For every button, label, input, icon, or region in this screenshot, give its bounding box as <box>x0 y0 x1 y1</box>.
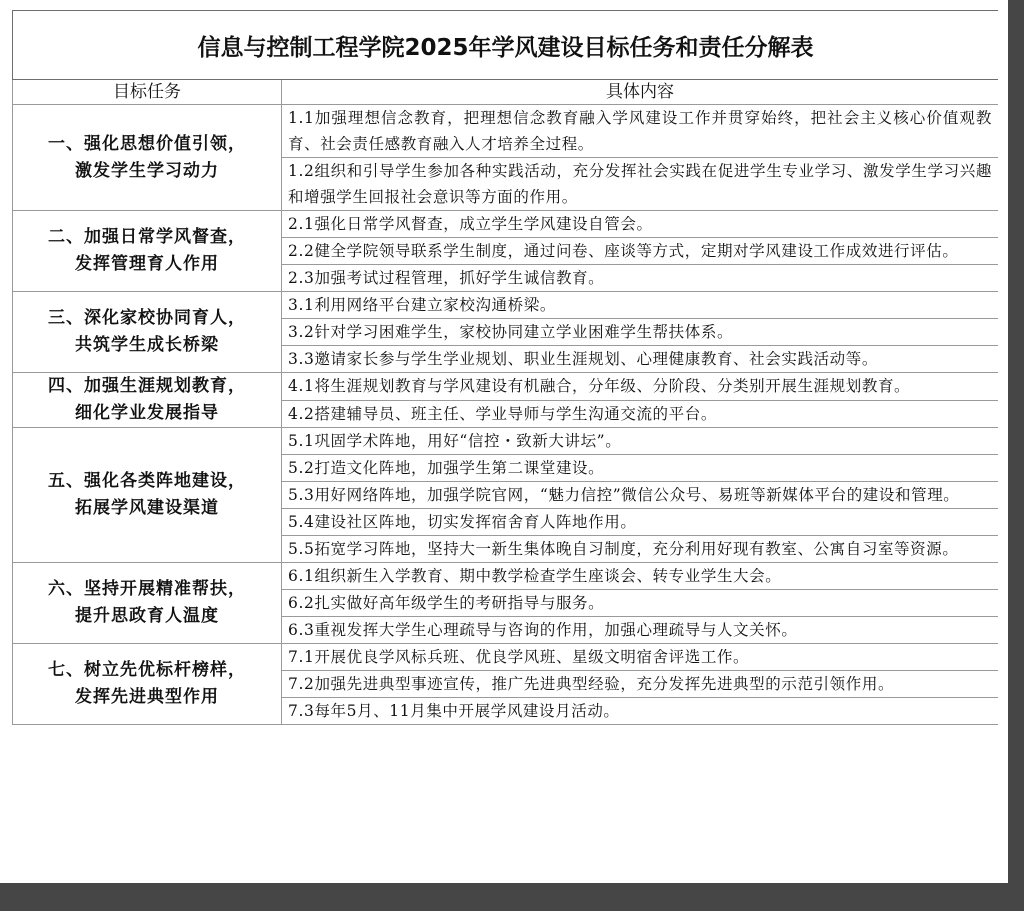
goal-cell <box>13 428 282 563</box>
content-item: 6.1组织新生入学教育、期中教学检查学生座谈会、转专业学生大会。 <box>282 563 999 590</box>
content-item: 1.2组织和引导学生参加各种实践活动，充分发挥社会实践在促进学生专业学习、激发学生学习兴趣和增强学生回报社会意识等方面的作用。 <box>282 158 999 211</box>
content-item: 7.2加强先进典型事迹宣传，推广先进典型经验，充分发挥先进典型的示范引领作用。 <box>282 671 999 698</box>
content-item: 7.1开展优良学风标兵班、优良学风班、星级文明宿舍评选工作。 <box>282 644 999 671</box>
content-item: 5.4建设社区阵地，切实发挥宿舍育人阵地作用。 <box>282 509 999 536</box>
content-item: 4.1将生涯规划教育与学风建设有机融合，分年级、分阶段、分类别开展生涯规划教育。 <box>282 373 999 401</box>
content-item: 5.2打造文化阵地，加强学生第二课堂建设。 <box>282 455 999 482</box>
content-item: 3.1利用网络平台建立家校沟通桥梁。 <box>282 292 999 319</box>
table-row <box>13 211 999 238</box>
goal-cell <box>13 292 282 373</box>
goal-line-1: 四、加强生涯规划教育， <box>48 376 246 396</box>
content-item: 3.3邀请家长参与学生学业规划、职业生涯规划、心理健康教育、社会实践活动等。 <box>282 346 999 373</box>
viewer-right-edge <box>1008 0 1024 911</box>
table-row <box>13 563 999 590</box>
title-row <box>13 11 999 80</box>
goal-line-1: 一、强化思想价值引领， <box>48 133 246 154</box>
content-item: 5.5拓宽学习阵地，坚持大一新生集体晚自习制度，充分利用好现有教室、公寓自习室等资源。 <box>282 536 999 563</box>
table-row <box>13 105 999 158</box>
header-goal: 目标任务 <box>13 80 282 105</box>
goal-line-1: 六、坚持开展精准帮扶， <box>48 579 246 599</box>
document-title: 信息与控制工程学院2025年学风建设目标任务和责任分解表 <box>13 11 999 80</box>
header-row <box>13 80 999 105</box>
content-item: 1.1加强理想信念教育，把理想信念教育融入学风建设工作并贯穿始终，把社会主义核心价值观教育、社会责任感教育融入人才培养全过程。 <box>282 105 999 158</box>
viewer-bottom-edge <box>0 883 1024 911</box>
content-item: 5.3用好网络阵地，加强学院官网，“魅力信控”微信公众号、易班等新媒体平台的建设和管理。 <box>282 482 999 509</box>
content-item: 3.2针对学习困难学生，家校协同建立学业困难学生帮扶体系。 <box>282 319 999 346</box>
content-item: 2.3加强考试过程管理，抓好学生诚信教育。 <box>282 265 999 292</box>
table-row <box>13 292 999 319</box>
table-row <box>13 644 999 671</box>
table-row <box>13 428 999 455</box>
content-item: 2.1强化日常学风督查，成立学生学风建设自管会。 <box>282 211 999 238</box>
goal-line-2: 发挥管理育人作用 <box>75 254 219 274</box>
goal-line-1: 三、深化家校协同育人， <box>48 308 246 328</box>
goal-line-1: 五、强化各类阵地建设， <box>48 471 246 491</box>
goal-line-1: 二、加强日常学风督查， <box>48 227 246 247</box>
content-item: 6.2扎实做好高年级学生的考研指导与服务。 <box>282 590 999 617</box>
content-item: 7.3每年5月、11月集中开展学风建设月活动。 <box>282 698 999 725</box>
content-item: 6.3重视发挥大学生心理疏导与咨询的作用，加强心理疏导与人文关怀。 <box>282 617 999 644</box>
goal-cell <box>13 373 282 428</box>
goal-line-2: 共筑学生成长桥梁 <box>75 335 219 355</box>
responsibility-table <box>12 10 998 725</box>
content-item: 5.1巩固学术阵地，用好“信控・致新大讲坛”。 <box>282 428 999 455</box>
goal-line-2: 提升思政育人温度 <box>75 606 219 626</box>
header-content: 具体内容 <box>282 80 999 105</box>
goal-cell <box>13 644 282 725</box>
goal-line-1: 七、树立先优标杆榜样， <box>48 660 246 680</box>
table-row <box>13 373 999 401</box>
document-sheet <box>12 10 998 883</box>
goal-cell <box>13 563 282 644</box>
goal-line-2: 拓展学风建设渠道 <box>75 498 219 518</box>
goal-cell <box>13 105 282 211</box>
content-item: 2.2健全学院领导联系学生制度，通过问卷、座谈等方式，定期对学风建设工作成效进行评估。 <box>282 238 999 265</box>
goal-line-2: 激发学生学习动力 <box>75 160 219 181</box>
goal-cell <box>13 211 282 292</box>
goal-line-2: 细化学业发展指导 <box>75 403 219 423</box>
content-item: 4.2搭建辅导员、班主任、学业导师与学生沟通交流的平台。 <box>282 400 999 428</box>
goal-line-2: 发挥先进典型作用 <box>75 687 219 707</box>
